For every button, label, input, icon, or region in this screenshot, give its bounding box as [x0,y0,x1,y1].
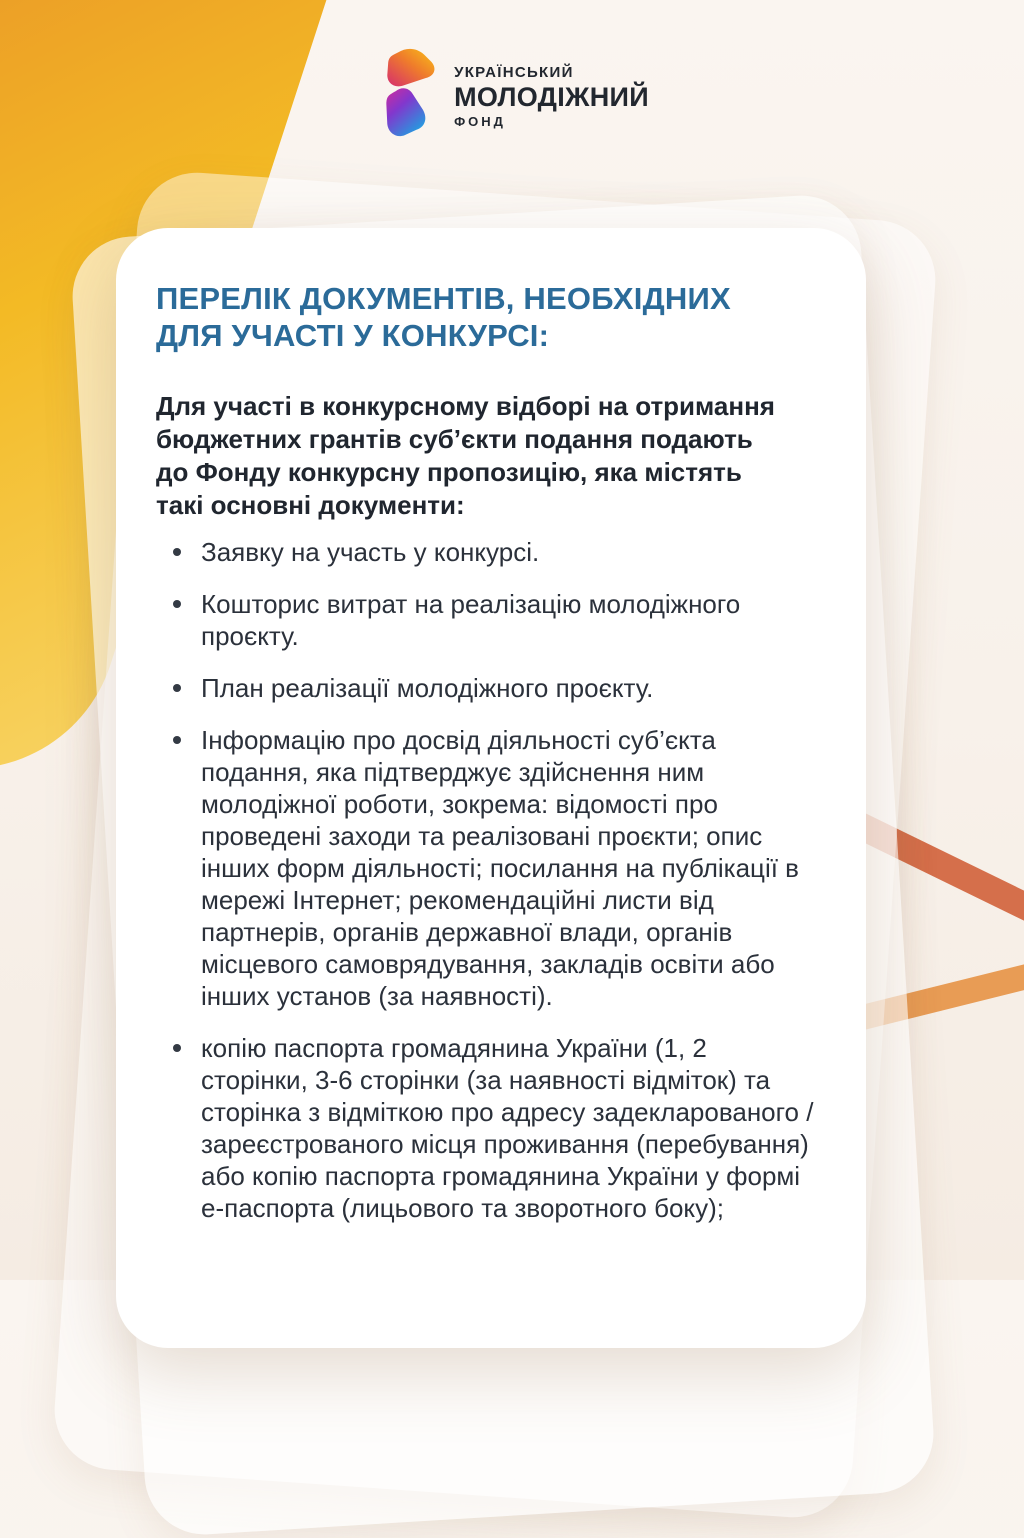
logo-mark-icon [375,44,439,149]
bullet-item: План реалізації молодіжного проєкту. [156,672,816,704]
intro-paragraph [156,390,816,522]
logo-word-fond: ФОНД [454,114,506,129]
page-title [156,280,816,354]
page-title-line-1: ПЕРЕЛІК ДОКУМЕНТІВ, НЕОБХІДНИХ [156,281,731,316]
page-title-line-2: ДЛЯ УЧАСТІ У КОНКУРСІ: [156,318,550,353]
intro-line-3: до Фонду конкурсну пропозицію, яка містять [156,457,742,487]
logo-wordmark [454,64,649,129]
bullet-item: копію паспорта громадянина України (1, 2 сторінки, 3-6 сторінки (за наявності відміток) та сторінка з відміткою про адресу задекларованого / зареєстрованого місця проживання (перебування) або копію паспорта громадянина України у формі е-паспорта (лицьового та зворотного боку); [156,1032,816,1224]
logo-word-ukrainskyi: УКРАЇНСЬКИЙ [454,64,574,81]
intro-line-4: такі основні документи: [156,490,465,520]
intro-line-1: Для участі в конкурсному відборі на отримання [156,391,775,421]
logo-word-molodizhnyi: МОЛОДІЖНИЙ [454,82,649,112]
content-card [116,228,866,1348]
bullet-item: Кошторис витрат на реалізацію молодіжного проєкту. [156,588,816,652]
bullet-item: Заявку на участь у конкурсі. [156,536,816,568]
documents-bullet-list [156,536,816,1224]
bullet-item: Інформацію про досвід діяльності суб’єкта подання, яка підтверджує здійснення ним молодіжної роботи, зокрема: відомості про проведені заходи та реалізовані проєкти; опис інших форм діяльності; посилання на публікації в мережі Інтернет; рекомендаційні листи від партнерів, органів державної влади, органів місцевого самоврядування, закладів освіти або інших установ (за наявності). [156,724,816,1012]
org-logo [375,44,649,149]
intro-line-2: бюджетних грантів суб’єкти подання подають [156,424,753,454]
